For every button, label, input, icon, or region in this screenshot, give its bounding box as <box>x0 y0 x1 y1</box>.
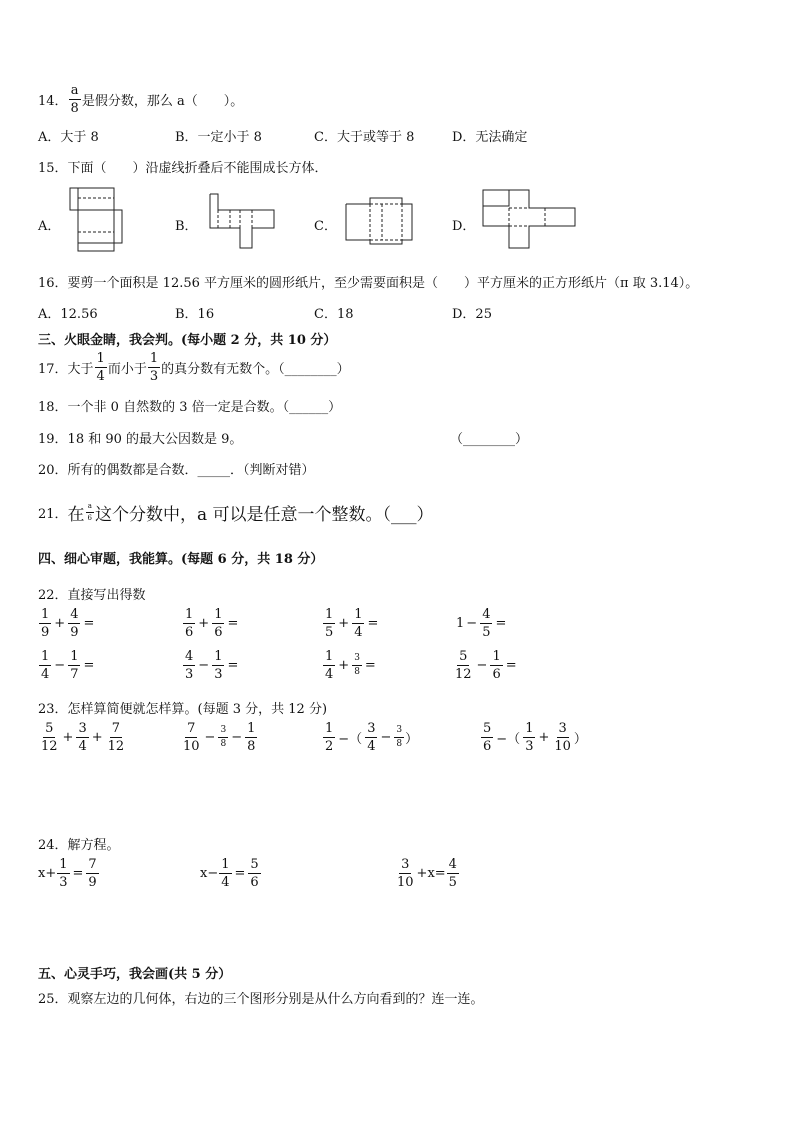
q22-item-7 <box>322 650 378 681</box>
q16-option-a: A．12.56 <box>38 307 98 322</box>
numerator: 1 <box>149 351 159 366</box>
denominator: 3 <box>149 369 159 384</box>
q14-option-a: A．大于 8 <box>38 130 99 145</box>
numerator: 1 <box>492 649 501 664</box>
q23-item-2: $\frac{7}{10}$ − $\frac{3}{8}$ − $\frac{1}{8}$ <box>183 721 256 754</box>
numerator: 1 <box>41 607 50 622</box>
q17-text-1: 17．大于 <box>38 362 94 377</box>
equals-sign: = <box>83 616 95 631</box>
q14-number: 14． <box>38 94 68 109</box>
q21-text-2: 这个分数中，a 可以是任意一个整数。（___） <box>95 505 434 525</box>
denominator: 6 <box>185 625 194 640</box>
fraction <box>39 650 51 681</box>
q14-option-b: B．一定小于 8 <box>175 130 262 145</box>
operator: + <box>338 658 350 673</box>
whole-number: 1 <box>456 616 465 631</box>
q16-option-c: C．18 <box>314 307 354 322</box>
section-3-heading: 三、火眼金睛，我会判。(每小题 2 分，共 10 分） <box>38 333 337 348</box>
fraction <box>323 608 335 639</box>
denominator: 9 <box>70 625 79 640</box>
section-4-heading: 四、细心审题，我能算。(每题 6 分，共 18 分） <box>38 552 324 567</box>
q23-item-4: $\frac{5}{6}$ −（ $\frac{1}{3}$ + $\frac{3}{10}$ ） <box>483 721 587 754</box>
equals-sign: = <box>227 616 239 631</box>
equals-sign: = <box>227 658 239 673</box>
q14-text: 是假分数，那么 a（ ）。 <box>81 94 244 109</box>
fraction <box>212 608 224 639</box>
numerator: 1 <box>185 607 194 622</box>
denominator: 3 <box>185 667 194 682</box>
operator: + <box>338 616 350 631</box>
numerator: a <box>70 83 79 98</box>
q25-stem: 25．观察左边的几何体，右边的三个图形分别是从什么方向看到的？连一连。 <box>38 992 484 1007</box>
q22-title: 22．直接写出得数 <box>38 588 146 603</box>
section-5-heading: 五、心灵手巧，我会画(共 5 分） <box>38 967 232 982</box>
q17-fraction-1 <box>95 352 107 383</box>
q14-stem <box>38 84 243 115</box>
fraction <box>490 650 502 681</box>
q24-equation-3: $\frac{3}{10}$ +x= $\frac{4}{5}$ <box>397 857 457 890</box>
net-a-figure <box>68 188 128 252</box>
q17-text-2: 而小于 <box>107 362 147 377</box>
q24-equation-1: x+ $\frac{1}{3}$ = $\frac{7}{9}$ <box>38 857 97 890</box>
q16-stem: 16．要剪一个面积是 12.56 平方厘米的圆形纸片，至少需要面积是（ ）平方厘米的正方形纸片（π 取 3.14）。 <box>38 276 699 291</box>
denominator: 4 <box>96 369 105 384</box>
net-c-figure <box>344 196 416 246</box>
q15-label-b: B． <box>175 219 198 234</box>
numerator: 1 <box>41 649 50 664</box>
fraction <box>212 650 224 681</box>
operator: − <box>54 658 66 673</box>
q22-item-4 <box>456 608 508 639</box>
equals-sign: = <box>83 658 95 673</box>
denominator: 4 <box>41 667 50 682</box>
q22-item-5 <box>38 650 96 681</box>
q23-item-1: $\frac{5}{12}$ + $\frac{3}{4}$ + $\frac{7}{12}$ <box>41 721 125 754</box>
q15-label-d: D． <box>452 219 476 234</box>
numerator: 1 <box>354 607 363 622</box>
fraction <box>183 608 195 639</box>
denominator: 5 <box>482 625 491 640</box>
q23-item-3: $\frac{1}{2}$ −（ $\frac{3}{4}$ − $\frac{3}{8}$ ） <box>325 721 419 754</box>
fraction <box>453 650 474 681</box>
denominator: 8 <box>70 101 79 116</box>
numerator: 4 <box>70 607 79 622</box>
equals-sign: = <box>364 658 376 673</box>
denominator: 3 <box>214 667 223 682</box>
numerator: 5 <box>459 649 468 664</box>
denominator: 6 <box>492 667 501 682</box>
net-b-figure <box>208 192 278 252</box>
fraction <box>68 650 80 681</box>
numerator: a <box>86 503 94 513</box>
fraction <box>323 650 335 681</box>
denominator: 4 <box>325 667 334 682</box>
equals-sign: = <box>495 616 507 631</box>
q19-stem: 19．18 和 90 的最大公因数是 9。 <box>38 432 243 447</box>
equals-sign: = <box>505 658 517 673</box>
fraction <box>352 654 362 677</box>
numerator: 1 <box>214 607 223 622</box>
denominator: 12 <box>455 667 472 682</box>
fraction <box>352 608 364 639</box>
numerator: 1 <box>325 649 334 664</box>
numerator: 4 <box>482 607 491 622</box>
q15-stem: 15．下面（ ）沿虚线折叠后不能围成长方体． <box>38 161 328 176</box>
q17-stem <box>38 352 350 383</box>
q14-option-c: C．大于或等于 8 <box>314 130 415 145</box>
q14-fraction <box>69 84 81 115</box>
fraction <box>183 650 195 681</box>
q23-title: 23．怎样算简便就怎样算。(每题 3 分，共 12 分) <box>38 702 328 717</box>
numerator: 4 <box>185 649 194 664</box>
q15-label-c: C． <box>314 219 337 234</box>
q15-label-a: A． <box>38 219 61 234</box>
numerator: 1 <box>70 649 79 664</box>
numerator: 1 <box>214 649 223 664</box>
denominator: 6 <box>87 514 93 522</box>
q19-blank: （________） <box>450 432 529 447</box>
q21-number: 21． <box>38 507 68 522</box>
q21-fraction <box>86 503 94 522</box>
operator: + <box>54 616 66 631</box>
q20-stem: 20．所有的偶数都是合数．_____．（判断对错） <box>38 463 315 478</box>
fraction <box>68 608 80 639</box>
numerator: 1 <box>325 607 334 622</box>
equals-sign: = <box>367 616 379 631</box>
q16-option-d: D．25 <box>452 307 492 322</box>
operator: − <box>198 658 210 673</box>
q22-item-1 <box>38 608 96 639</box>
q22-item-3 <box>322 608 380 639</box>
fraction <box>39 608 51 639</box>
numerator: 3 <box>352 654 362 666</box>
fraction <box>480 608 492 639</box>
q22-item-2 <box>182 608 240 639</box>
q17-fraction-2 <box>148 352 160 383</box>
q22-item-8 <box>452 650 519 681</box>
q16-option-b: B．16 <box>175 307 215 322</box>
q21-stem <box>38 500 434 525</box>
q24-title: 24．解方程。 <box>38 838 120 853</box>
operator: + <box>198 616 210 631</box>
q24-equation-2: x− $\frac{1}{4}$ = $\frac{5}{6}$ <box>200 857 259 890</box>
q21-text-1: 在 <box>67 505 85 525</box>
q14-option-d: D．无法确定 <box>452 130 528 145</box>
denominator: 9 <box>41 625 50 640</box>
q18-stem: 18．一个非 0 自然数的 3 倍一定是合数。（______） <box>38 400 342 415</box>
denominator: 7 <box>70 667 79 682</box>
denominator: 4 <box>354 625 363 640</box>
net-d-figure <box>481 188 579 252</box>
denominator: 5 <box>325 625 334 640</box>
denominator: 6 <box>214 625 223 640</box>
numerator: 1 <box>96 351 105 366</box>
q17-text-3: 的真分数有无数个。（________） <box>161 362 350 377</box>
q22-item-6 <box>182 650 240 681</box>
operator: − <box>476 658 488 673</box>
operator: − <box>466 616 478 631</box>
denominator: 8 <box>354 667 360 677</box>
